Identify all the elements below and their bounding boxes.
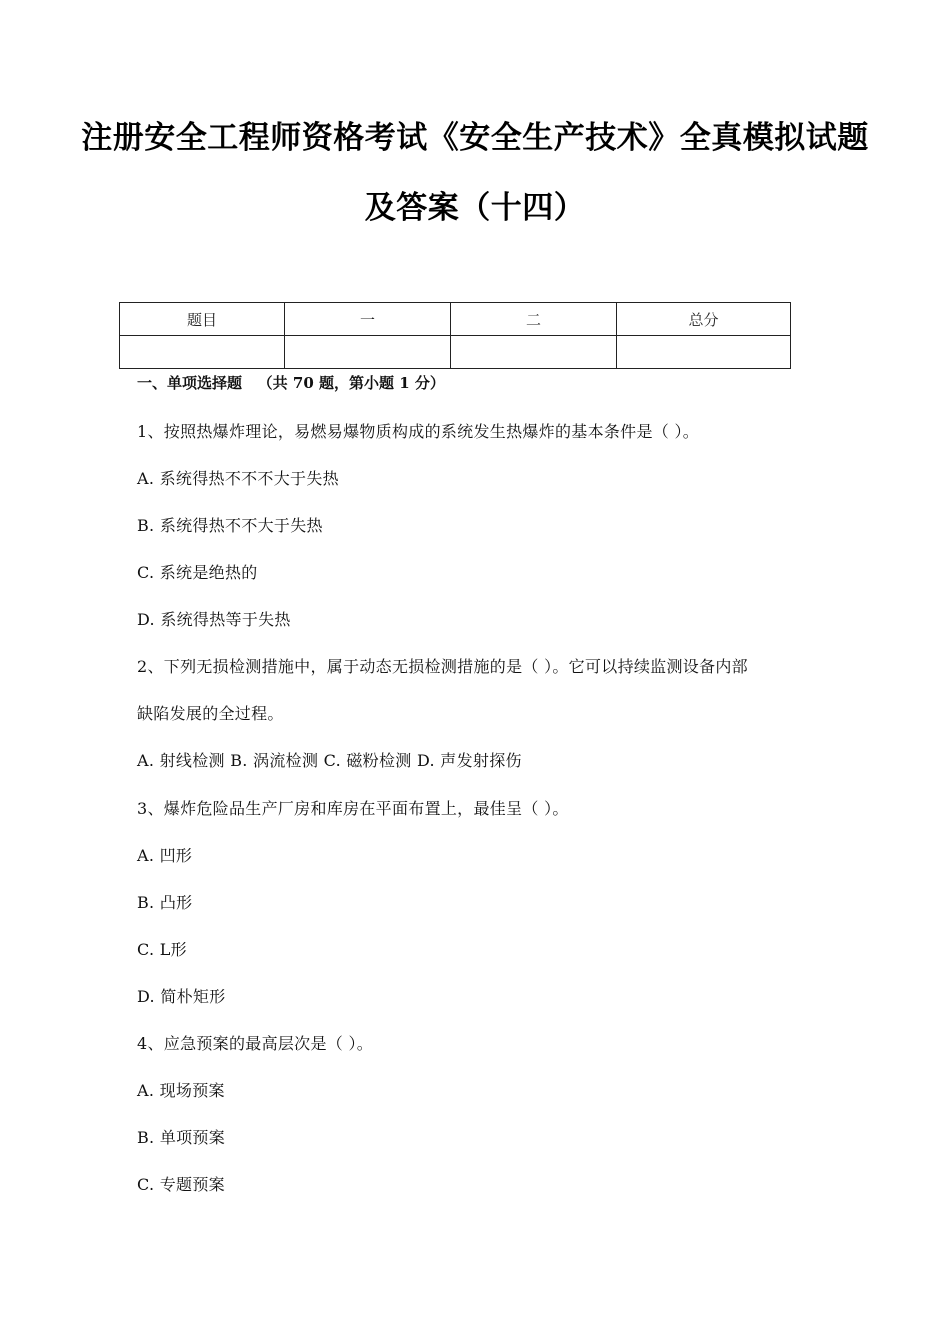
- score-table-header-row: [120, 303, 791, 336]
- question-3-option-c: C. L形: [137, 940, 187, 959]
- score-cell-topic: [120, 336, 285, 369]
- question-3: 3、爆炸危险品生产厂房和库房在平面布置上，最佳呈（ ）。: [137, 799, 569, 818]
- question-1-option-c: C. 系统是绝热的: [137, 563, 258, 582]
- question-4-option-c: C. 专题预案: [137, 1175, 225, 1194]
- question-3-option-d: D. 简朴矩形: [137, 987, 226, 1006]
- document-title-line-2: 及答案（十四）: [364, 190, 586, 226]
- question-2-continued: 缺陷发展的全过程。: [137, 704, 284, 723]
- score-header-total: 总分: [617, 303, 791, 336]
- score-header-topic: 题目: [120, 303, 285, 336]
- question-1: 1、按照热爆炸理论，易燃易爆物质构成的系统发生热爆炸的基本条件是（ ）。: [137, 422, 700, 441]
- question-4-option-a: A. 现场预案: [137, 1081, 225, 1100]
- question-4: 4、应急预案的最高层次是（ ）。: [137, 1034, 374, 1053]
- score-cell-part-2: [451, 336, 617, 369]
- score-header-part-2: 二: [451, 303, 617, 336]
- question-1-option-d: D. 系统得热等于失热: [137, 610, 291, 629]
- score-table: [119, 302, 791, 369]
- document-title-line-1: 注册安全工程师资格考试《安全生产技术》全真模拟试题: [81, 120, 869, 156]
- score-cell-part-1: [285, 336, 451, 369]
- question-3-option-a: A. 凹形: [137, 846, 193, 865]
- score-table-value-row: [120, 336, 791, 369]
- question-2: 2、下列无损检测措施中，属于动态无损检测措施的是（ ）。它可以持续监测设备内部: [137, 657, 748, 676]
- question-3-option-b: B. 凸形: [137, 893, 193, 912]
- score-header-part-1: 一: [285, 303, 451, 336]
- section-heading: 一、单项选择题 （共 70 题，第小题 1 分）: [137, 374, 445, 392]
- question-1-option-b: B. 系统得热不不大于失热: [137, 516, 323, 535]
- question-4-option-b: B. 单项预案: [137, 1128, 226, 1147]
- question-1-option-a: A. 系统得热不不不大于失热: [137, 469, 339, 488]
- question-2-options: A. 射线检测 B. 涡流检测 C. 磁粉检测 D. 声发射探伤: [137, 751, 522, 770]
- score-cell-total: [617, 336, 791, 369]
